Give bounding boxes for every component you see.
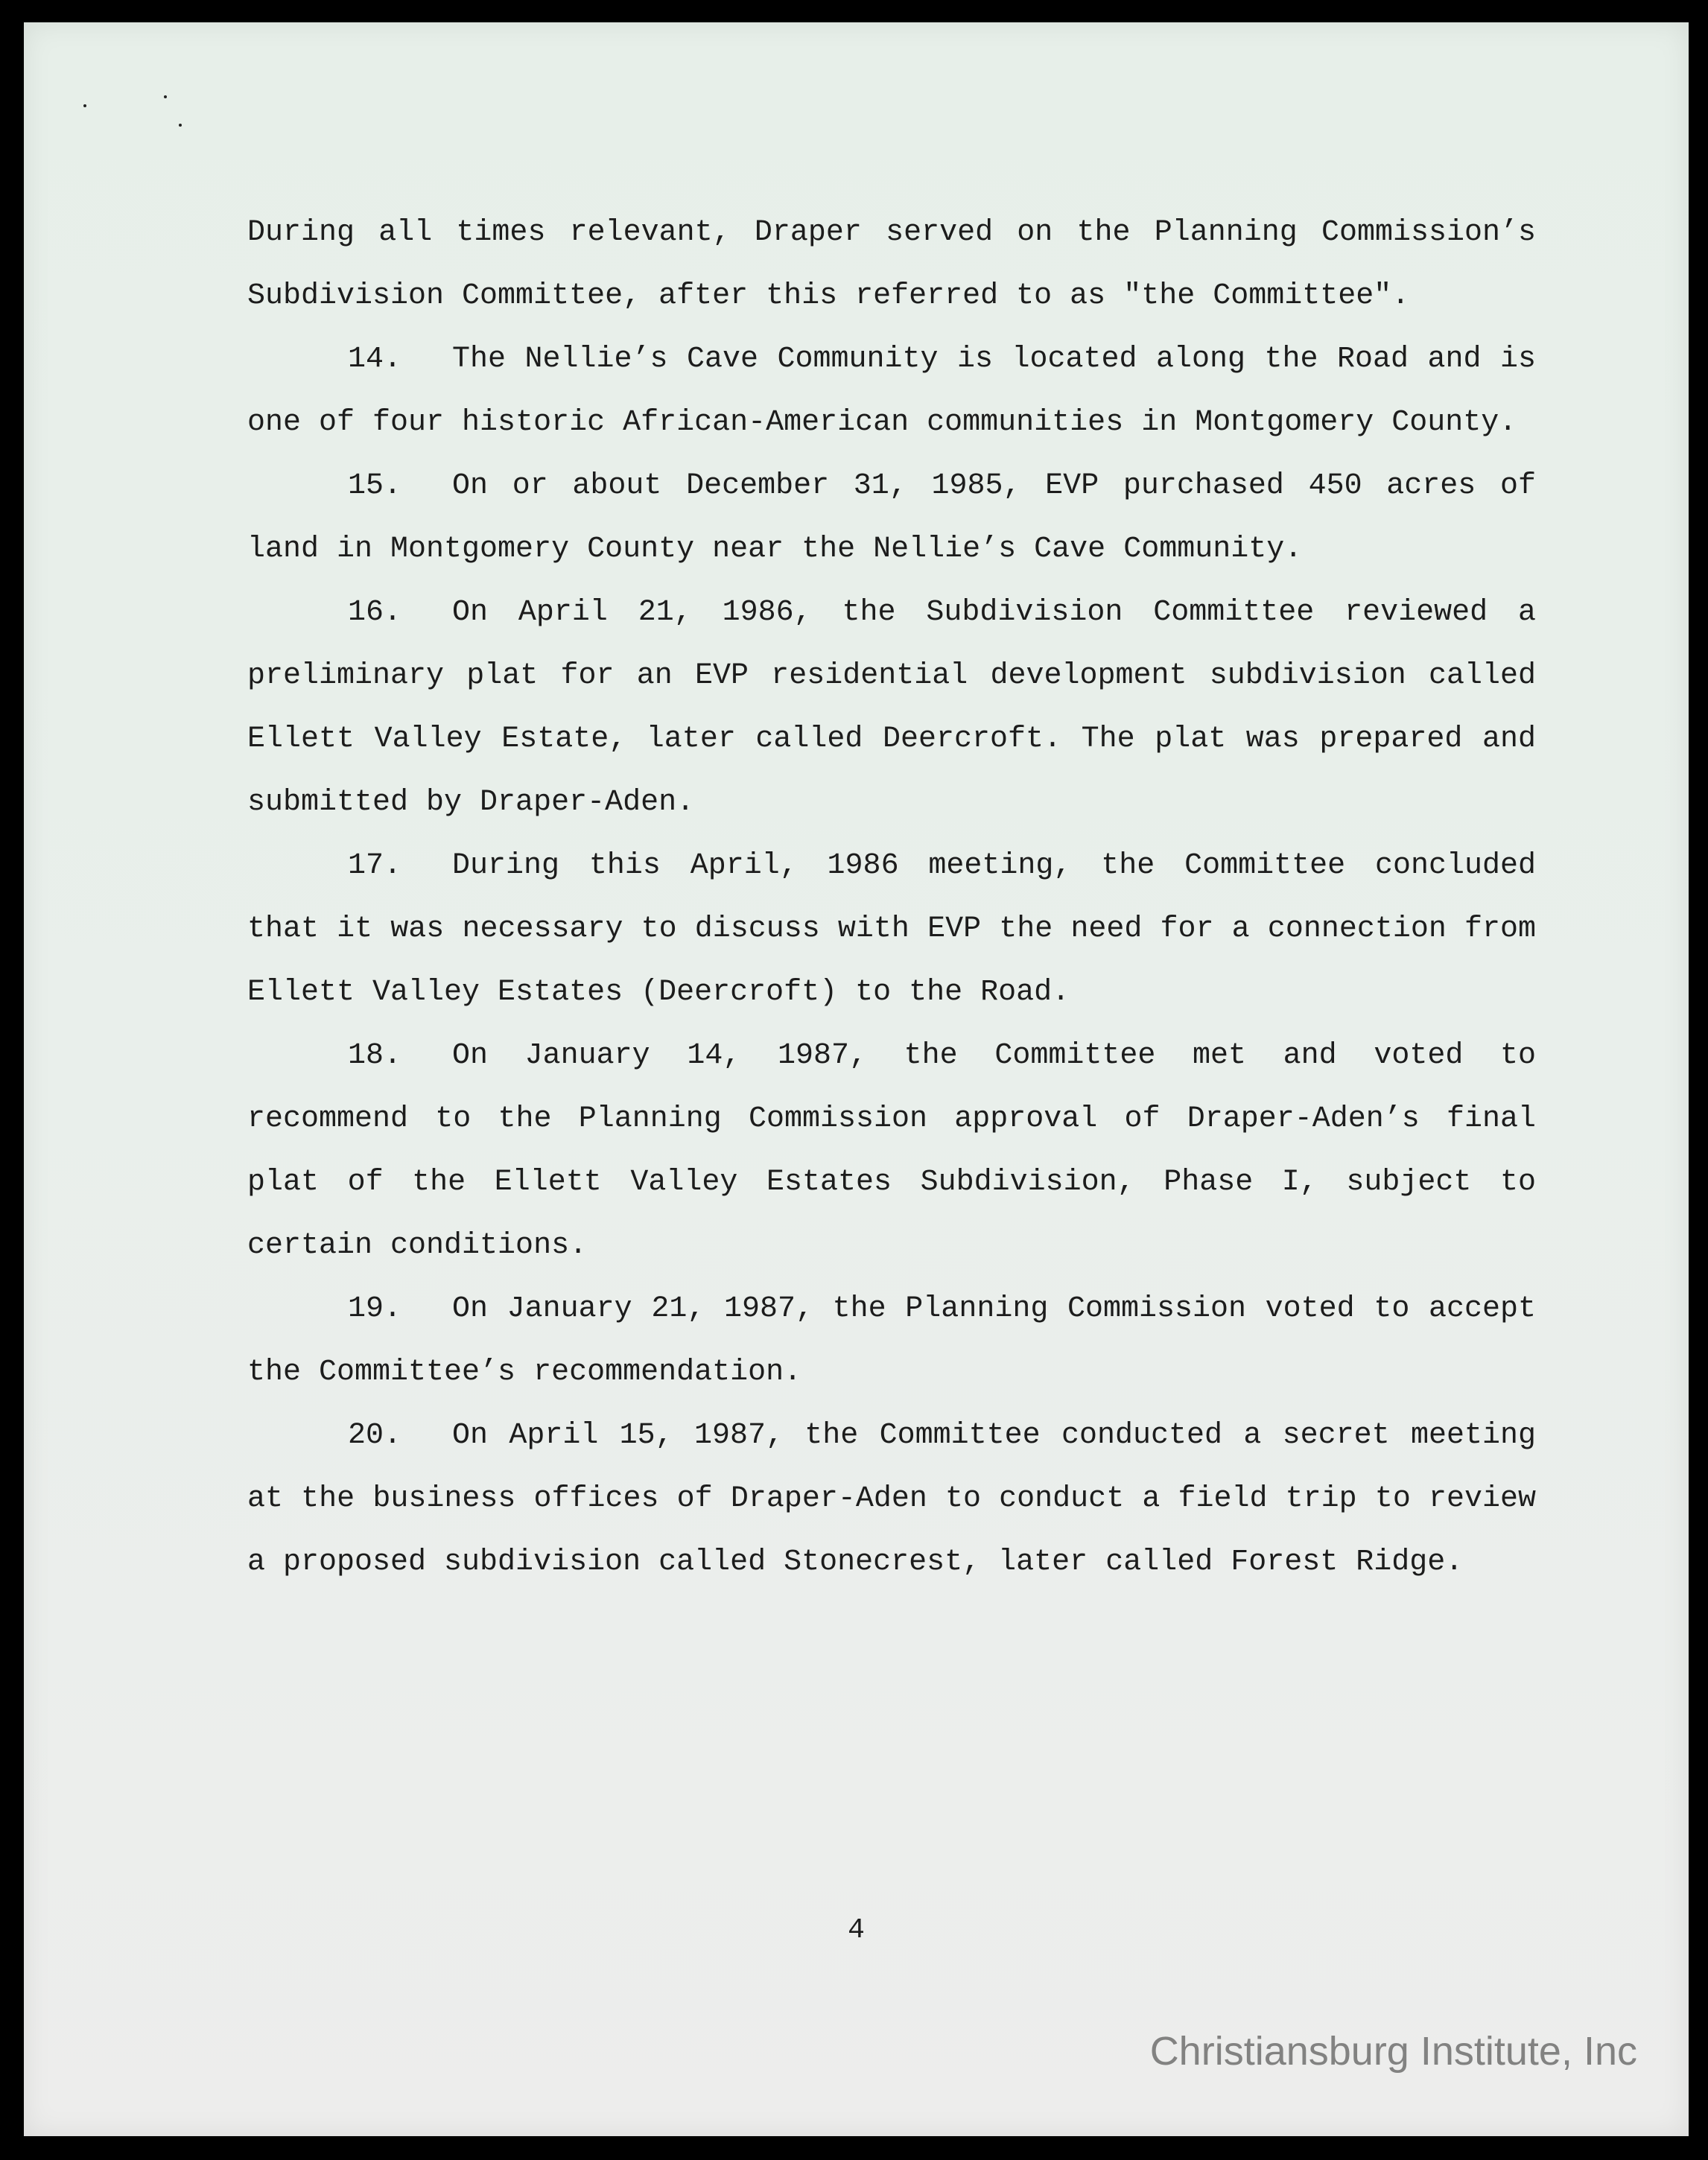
document-body: [247, 201, 1536, 1594]
paragraph-text: On or about December 31, 1985, EVP purchased 450 acres of land in Montgomery County near the Nellie’s Cave Community.: [247, 469, 1536, 566]
scan-speck: [179, 124, 182, 127]
paragraph-20: [247, 1404, 1536, 1594]
paragraph-13-continuation: During all times relevant, Draper served on the Planning Commission’s Subdivision Committee, after this referred to as "the Committee".: [247, 216, 1536, 313]
paragraph-number: 17.: [348, 849, 402, 883]
scan-speck: [83, 104, 86, 107]
watermark: Christiansburg Institute, Inc: [1149, 2029, 1637, 2074]
paragraph-17: [247, 834, 1536, 1024]
paragraph-text: During this April, 1986 meeting, the Committee concluded that it was necessary to discuss with EVP the need for a connection from Ellett Valley Estates (Deercroft) to the Road.: [247, 849, 1536, 1009]
paragraph-18: [247, 1024, 1536, 1277]
page-number: 4: [848, 1914, 865, 1946]
scan-speck: [164, 95, 167, 98]
paragraph-text: On January 21, 1987, the Planning Commission voted to accept the Committee’s recommendation.: [247, 1292, 1536, 1389]
paragraph-text: On April 15, 1987, the Committee conducted a secret meeting at the business offices of Draper-Aden to conduct a field trip to review a proposed subdivision called Stonecrest, later called Forest Ridge.: [247, 1419, 1536, 1579]
paragraph-number: 16.: [348, 596, 402, 629]
paragraph-text: The Nellie’s Cave Community is located along the Road and is one of four historic African-American communities in Montgomery County.: [247, 343, 1536, 439]
paragraph-16: [247, 581, 1536, 834]
document-page: [24, 22, 1689, 2136]
paragraph-number: 14.: [348, 343, 402, 376]
paragraph-number: 18.: [348, 1039, 402, 1073]
paragraph-text: On January 14, 1987, the Committee met and voted to recommend to the Planning Commission approval of Draper-Aden’s final plat of the Ellett Valley Estates Subdivision, Phase I, subject to certain conditions.: [247, 1039, 1536, 1262]
paragraph-number: 19.: [348, 1292, 402, 1326]
paragraph-14: [247, 328, 1536, 454]
paragraph-number: 20.: [348, 1419, 402, 1452]
paragraph-15: [247, 454, 1536, 581]
paragraph-19: [247, 1277, 1536, 1404]
paragraph-number: 15.: [348, 469, 402, 503]
paragraph-text: On April 21, 1986, the Subdivision Committee reviewed a preliminary plat for an EVP residential development subdivision called Ellett Valley Estate, later called Deercroft. The plat was prepared and submitted by Draper-Aden.: [247, 596, 1536, 819]
